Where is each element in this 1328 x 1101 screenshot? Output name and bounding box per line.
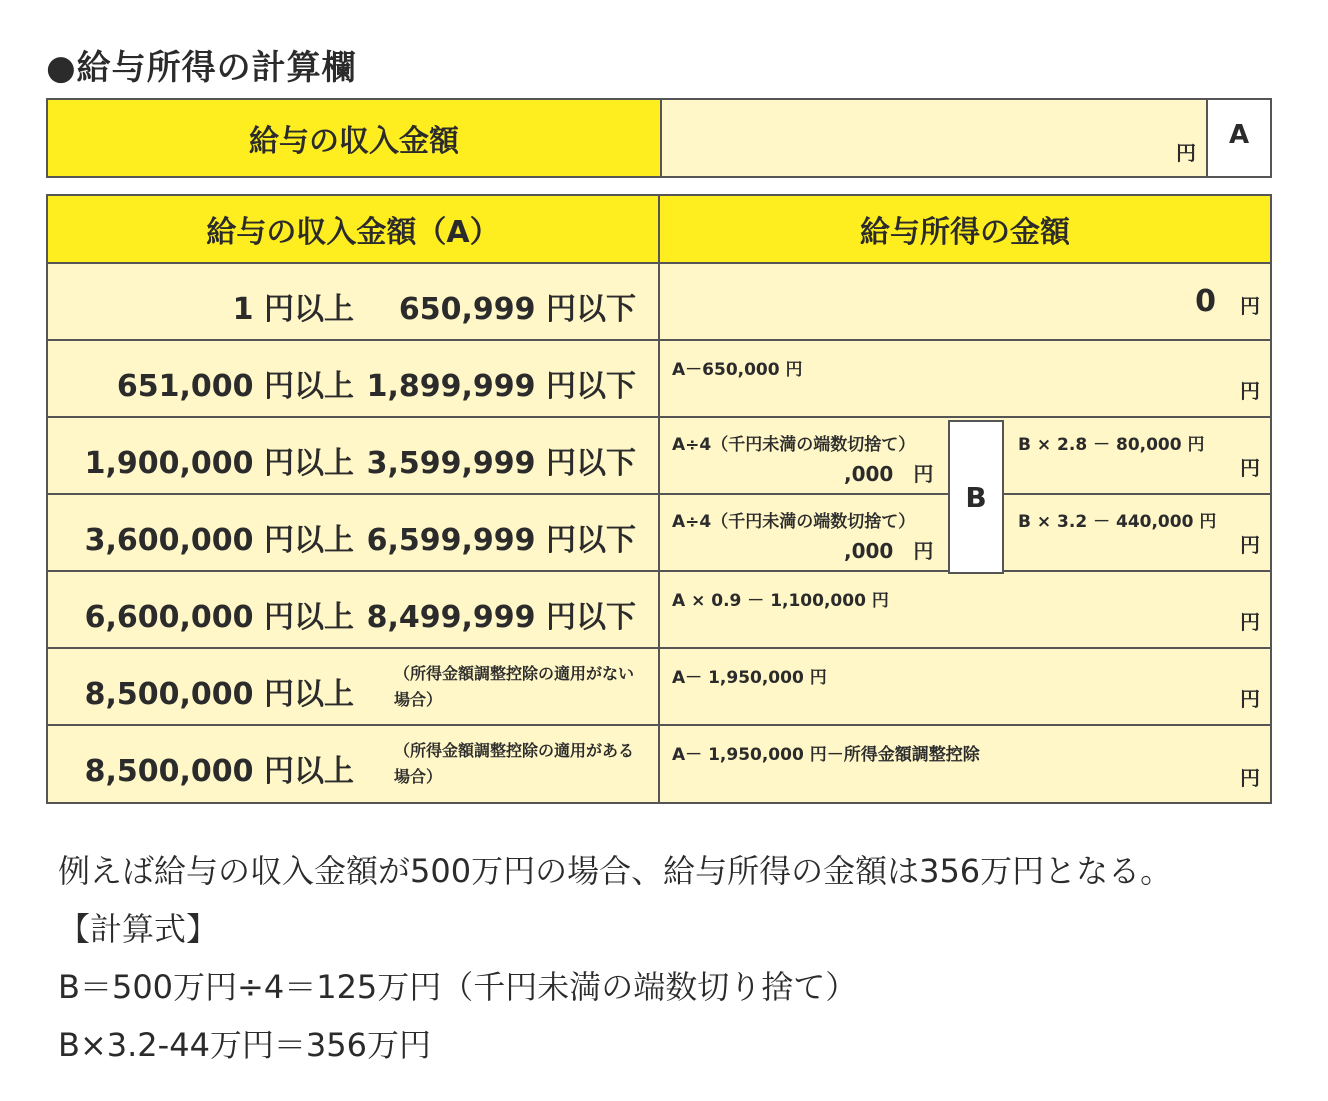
yen-unit: 円: [1176, 141, 1196, 165]
salary-income-label: 給与の収入金額: [48, 100, 662, 176]
tag-a: A: [1208, 100, 1270, 176]
yen-unit: 円: [1240, 379, 1260, 403]
range-to: 3,599,999 円以下: [366, 446, 636, 481]
range-to: 8,499,999 円以下: [366, 600, 636, 635]
range-cell: [48, 495, 660, 570]
formula-text: A × 0.9 － 1,100,000 円: [672, 591, 889, 611]
range-from: 8,500,000 円以上: [84, 677, 354, 712]
formula-text: A－ 1,950,000 円－所得金額調整控除: [672, 745, 980, 765]
salary-input-box: [46, 98, 1272, 178]
header-salary-income: 給与の収入金額（A）: [48, 196, 660, 264]
result-cell[interactable]: [660, 726, 1270, 803]
table-row: [48, 726, 1270, 803]
income-calculation-table: [46, 194, 1272, 804]
explanation-line: B×3.2-44万円＝356万円: [58, 1026, 432, 1064]
result-cell[interactable]: [660, 341, 1270, 416]
range-note: （所得金額調整控除の適用がある場合）: [394, 741, 635, 786]
range-cell: [48, 341, 660, 416]
formula-b-calc: A÷4（千円未満の端数切捨て）: [672, 435, 916, 455]
formula-b-thousands: ,000 円: [844, 462, 934, 486]
header-salary-amount: 給与所得の金額: [660, 196, 1270, 264]
range-from: 8,500,000 円以上: [84, 754, 354, 789]
range-cell: [48, 572, 660, 647]
table-row: [48, 341, 1270, 418]
range-to: 6,599,999 円以下: [366, 523, 636, 558]
section-title: ●給与所得の計算欄: [46, 48, 357, 88]
result-value: 0: [1195, 284, 1216, 319]
salary-income-field[interactable]: [662, 100, 1208, 176]
explanation-line: 【計算式】: [58, 910, 219, 948]
b-value-box: B: [948, 420, 1004, 574]
table-row: [48, 649, 1270, 726]
table-row: [48, 264, 1270, 341]
formula-text: A－650,000 円: [672, 360, 803, 380]
formula-b-calc: A÷4（千円未満の端数切捨て）: [672, 512, 916, 532]
result-cell[interactable]: [660, 572, 1270, 647]
formula-text: A－ 1,950,000 円: [672, 668, 827, 688]
yen-unit: 円: [1240, 456, 1260, 480]
table-row: [48, 572, 1270, 649]
result-cell[interactable]: [660, 649, 1270, 724]
range-note: （所得金額調整控除の適用がない場合）: [394, 664, 635, 709]
range-from: 6,600,000 円以上: [84, 600, 354, 635]
explanation-line: B＝500万円÷4＝125万円（千円未満の端数切り捨て）: [58, 968, 858, 1006]
formula-b-thousands: ,000 円: [844, 539, 934, 563]
range-cell: [48, 418, 660, 493]
explanation-line: 例えば給与の収入金額が500万円の場合、給与所得の金額は356万円となる。: [58, 852, 1173, 890]
result-cell[interactable]: [660, 264, 1270, 339]
range-from: 3,600,000 円以上: [84, 523, 354, 558]
yen-unit: 円: [1240, 533, 1260, 557]
range-cell: [48, 726, 660, 803]
yen-unit: 円: [1240, 766, 1260, 790]
explanation-block: [58, 842, 1172, 1074]
yen-unit: 円: [1240, 294, 1260, 318]
range-to: 650,999 円以下: [398, 292, 636, 327]
table-row: [48, 495, 1270, 572]
formula-text: B × 3.2 － 440,000 円: [1018, 512, 1217, 532]
yen-unit: 円: [1240, 687, 1260, 711]
range-cell: [48, 649, 660, 724]
range-to: 1,899,999 円以下: [366, 369, 636, 404]
formula-text: B × 2.8 － 80,000 円: [1018, 435, 1205, 455]
range-from: 1 円以上: [232, 292, 354, 327]
yen-unit: 円: [1240, 610, 1260, 634]
range-from: 1,900,000 円以上: [84, 446, 354, 481]
range-from: 651,000 円以上: [116, 369, 354, 404]
range-cell: [48, 264, 660, 339]
table-row: [48, 418, 1270, 495]
